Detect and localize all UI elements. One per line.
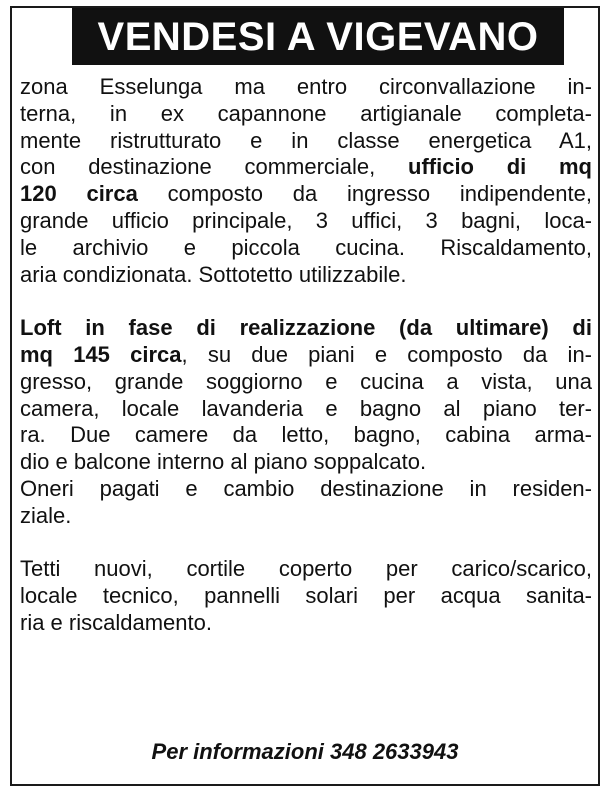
paragraph-extras xyxy=(20,556,592,636)
text-line: dio e balcone interno al piano soppalcato. xyxy=(20,449,427,475)
office-size-highlight: 120 circa xyxy=(20,181,138,207)
text-line: mente ristrutturato e in classe energetica A1, xyxy=(20,127,592,153)
text-line: Tetti nuovi, cortile coperto per carico/scarico, xyxy=(20,556,592,582)
loft-size-highlight: mq 145 circa xyxy=(20,341,182,367)
paragraph-office xyxy=(20,74,592,288)
text-line: zona Esselunga ma entro circonvallazione in- xyxy=(20,74,592,99)
text-segment: , su due piani e composto da in- xyxy=(181,341,593,367)
text-line: gresso, grande soggiorno e cucina a vista, una xyxy=(20,368,592,394)
paragraph-loft xyxy=(20,315,592,529)
text-line: ziale. xyxy=(20,502,72,528)
paragraph-spacer xyxy=(20,288,592,315)
real-estate-ad xyxy=(10,6,600,786)
text-line xyxy=(20,181,592,208)
text-line: Oneri pagati e cambio destinazione in residen- xyxy=(20,475,592,501)
loft-heading: Loft in fase di realizzazione (da ultimare) di xyxy=(20,315,592,341)
text-line: le archivio e piccola cucina. Riscaldamento, xyxy=(20,234,592,260)
paragraph-spacer xyxy=(20,530,592,557)
office-size-highlight: ufficio di mq xyxy=(408,154,592,180)
text-line: ria e riscaldamento. xyxy=(20,609,212,635)
text-line xyxy=(20,154,592,181)
text-segment: composto da ingresso indipendente, xyxy=(137,181,592,207)
text-line: camera, locale lavanderia e bagno al piano ter- xyxy=(20,395,592,421)
ad-body xyxy=(20,74,592,637)
text-line: ra. Due camere da letto, bagno, cabina arma- xyxy=(20,422,592,448)
header-banner xyxy=(72,8,564,65)
text-line xyxy=(20,342,592,369)
text-line: aria condizionata. Sottotetto utilizzabile. xyxy=(20,261,407,287)
text-line: terna, in ex capannone artigianale completa- xyxy=(20,100,592,126)
ad-title: VENDESI A VIGEVANO xyxy=(97,14,539,59)
text-segment: con destinazione commerciale, xyxy=(20,154,408,180)
contact-info: Per informazioni 348 2633943 xyxy=(151,739,459,764)
text-line: grande ufficio principale, 3 uffici, 3 bagni, loca- xyxy=(20,207,592,233)
text-line: locale tecnico, pannelli solari per acqua sanita- xyxy=(20,583,592,609)
